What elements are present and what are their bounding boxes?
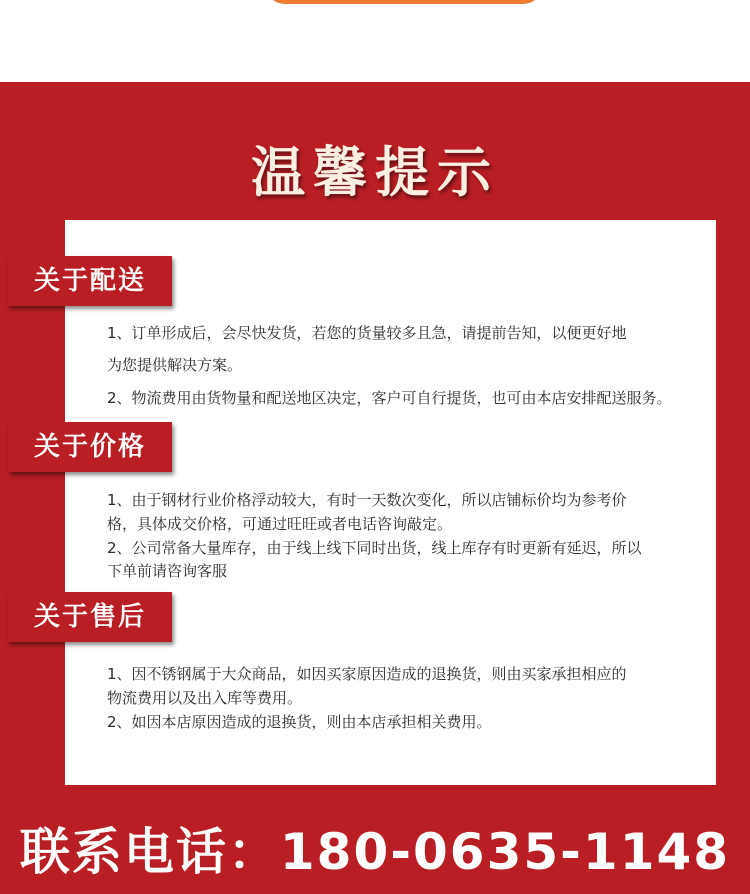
price-line-2: 格，具体成交价格，可通过旺旺或者电话咨询敲定。 <box>107 515 453 533</box>
orange-top-bar <box>265 0 543 4</box>
contact-phone: 联系电话：180-0635-1148 <box>19 823 731 881</box>
section-tag-aftersales: 关于售后 <box>8 592 172 642</box>
section-tag-delivery: 关于配送 <box>8 256 172 306</box>
section-tag-price: 关于价格 <box>8 422 172 472</box>
aftersales-line-2: 物流费用以及出入库等费用。 <box>107 689 303 707</box>
page-title: 温馨提示 <box>251 141 499 204</box>
price-line-3: 2、公司常备大量库存，由于线上线下同时出货，线上库存有时更新有延迟，所以 <box>107 539 642 557</box>
aftersales-line-3: 2、如因本店原因造成的退换货，则由本店承担相关费用。 <box>107 713 492 731</box>
price-line-1: 1、由于钢材行业价格浮动较大，有时一天数次变化，所以店铺标价均为参考价 <box>107 491 627 509</box>
top-white-area <box>0 0 750 82</box>
price-line-4: 下单前请咨询客服 <box>107 562 228 580</box>
delivery-line-3: 2、物流费用由货物量和配送地区决定，客户可自行提货，也可由本店安排配送服务。 <box>107 389 672 407</box>
aftersales-line-1: 1、因不锈钢属于大众商品，如因买家原因造成的退换货，则由买家承担相应的 <box>107 665 627 683</box>
delivery-line-1: 1、订单形成后，会尽快发货，若您的货量较多且急，请提前告知，以便更好地 <box>107 324 627 342</box>
delivery-line-2: 为您提供解决方案。 <box>107 356 243 374</box>
